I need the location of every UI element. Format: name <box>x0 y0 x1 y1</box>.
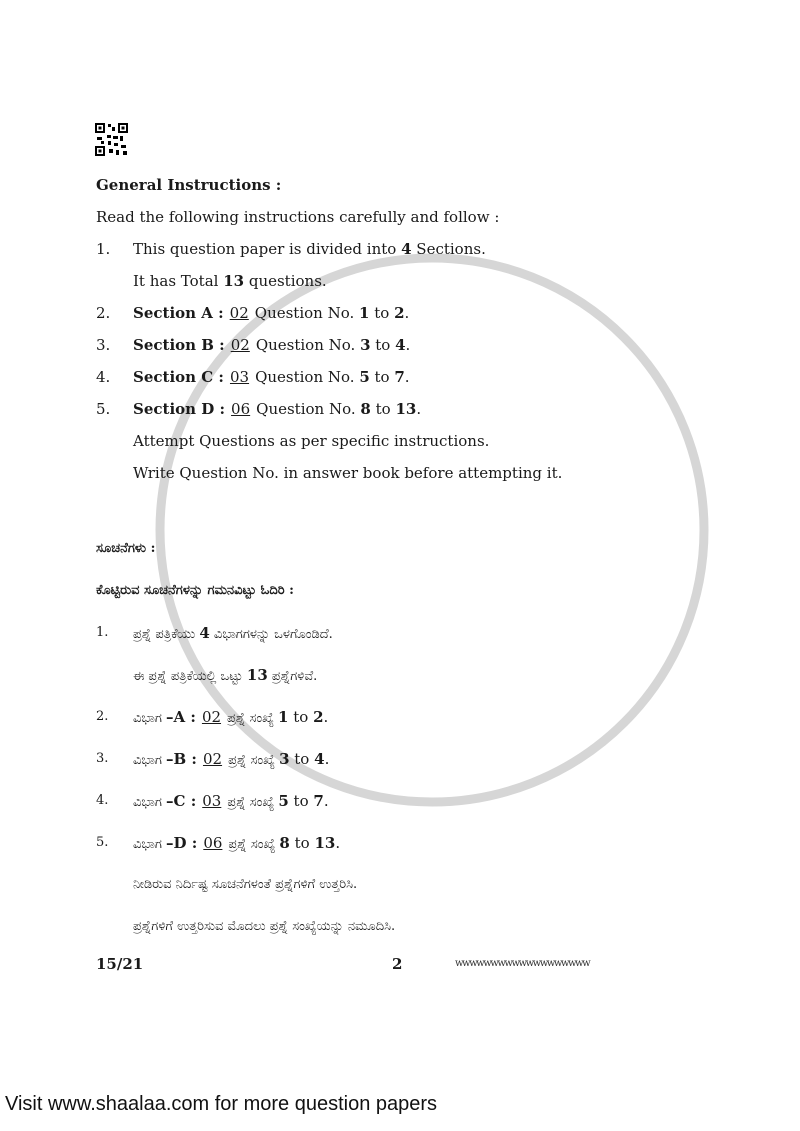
question-count: 03 <box>229 368 250 386</box>
instruction-number: 4. <box>96 793 109 808</box>
instruction-text <box>133 624 333 644</box>
text-segment: ನೀಡಿರುವ ನಿರ್ದಿಷ್ಟ ಸೂಚನೆಗಳಂತೆ ಪ್ರಶ್ನೆಗಳಿಗೆ ಉತ್ತರಿಸಿ. <box>133 877 358 892</box>
question-count: 06 <box>231 400 251 418</box>
instruction-number: 3. <box>96 751 109 766</box>
instruction-text <box>133 666 317 686</box>
text-segment: 5 <box>278 792 289 810</box>
text-segment: . <box>416 400 422 418</box>
text-segment: 2 <box>394 304 405 322</box>
text-segment: 2 <box>313 708 324 726</box>
text-segment: questions. <box>244 272 327 290</box>
question-count: 02 <box>229 304 249 322</box>
instruction-number: 5. <box>96 400 111 418</box>
text-segment: 4 <box>199 624 210 642</box>
text-segment: Attempt Questions as per specific instructions. <box>133 432 490 450</box>
instruction-text <box>133 464 562 482</box>
qr-code-icon <box>95 123 128 156</box>
instruction-text <box>133 400 421 418</box>
instruction-text <box>133 304 409 322</box>
text-segment: Question No. <box>256 400 361 418</box>
text-segment: 13 <box>246 666 268 684</box>
text-segment: ವಿಭಾಗ <box>133 795 167 810</box>
text-segment: ಪ್ರಶ್ನೆಗಳಿವೆ. <box>267 669 318 684</box>
text-segment: . <box>323 708 329 726</box>
instruction-text <box>133 876 357 894</box>
text-segment: ಪ್ರಶ್ನೆ ಸಂಖ್ಯೆ <box>228 753 280 768</box>
text-segment: ಪ್ರಶ್ನೆ ಸಂಖ್ಯೆ <box>227 795 279 810</box>
text-segment: Sections. <box>411 240 486 258</box>
text-segment: to <box>369 368 395 386</box>
text-segment: –C : <box>166 792 197 810</box>
text-segment: ಪ್ರಶ್ನೆ ಸಂಖ್ಯೆ <box>228 837 280 852</box>
question-count: 02 <box>201 708 222 726</box>
question-count: 03 <box>202 792 222 810</box>
text-segment: Question No. <box>255 336 361 354</box>
text-segment: . <box>404 304 410 322</box>
instruction-number: 5. <box>96 835 109 850</box>
text-segment: 13 <box>223 272 245 290</box>
wavy-line: wwwwwwwwwwwwwwwwwww <box>455 958 590 969</box>
text-segment: –A : <box>166 708 196 726</box>
text-segment: 13 <box>314 834 336 852</box>
text-segment: to <box>288 708 314 726</box>
instruction-text <box>133 368 410 386</box>
text-segment: ವಿಭಾಗ <box>133 711 167 726</box>
text-segment: Question No. <box>255 368 360 386</box>
text-segment: 1 <box>278 708 289 726</box>
text-segment: 4 <box>314 750 325 768</box>
text-segment: Question No. <box>254 304 360 322</box>
instruction-number: 2. <box>96 709 109 724</box>
text-segment: 1 <box>359 304 370 322</box>
instruction-text <box>133 708 328 728</box>
text-segment: –B : <box>166 750 197 768</box>
text-segment: to <box>369 304 395 322</box>
text-segment: to <box>289 750 315 768</box>
text-segment: ಈ ಪ್ರಶ್ನೆ ಪತ್ರಿಕೆಯಲ್ಲಿ ಒಟ್ಟು <box>133 669 247 684</box>
instruction-number: 2. <box>96 304 111 322</box>
question-count: 06 <box>203 834 223 852</box>
text-segment: –D : <box>166 834 198 852</box>
text-segment: 5 <box>359 368 370 386</box>
instruction-number: 4. <box>96 368 111 386</box>
instruction-text <box>133 432 489 450</box>
text-segment: 3 <box>279 750 290 768</box>
english-intro: Read the following instructions carefully and follow : <box>96 208 500 226</box>
text-segment: . <box>323 792 329 810</box>
instruction-number: 1. <box>96 625 109 640</box>
kannada-heading: ಸೂಚನೆಗಳು : <box>96 541 156 556</box>
instruction-text <box>133 240 486 258</box>
instruction-number: 3. <box>96 336 111 354</box>
page-number: 2 <box>392 955 403 973</box>
text-segment: . <box>335 834 341 852</box>
paper-code: 15/21 <box>96 955 144 973</box>
text-segment: ವಿಭಾಗ <box>133 837 167 852</box>
instruction-text <box>133 750 329 770</box>
text-segment: ಪ್ರಶ್ನೆಗಳಿಗೆ ಉತ್ತರಿಸುವ ಮೊದಲು ಪ್ರಶ್ನೆ ಸಂಖ್ಯೆಯನ್ನು ನಮೂದಿಸಿ. <box>133 919 396 934</box>
text-segment: ಪ್ರಶ್ನೆ ಪತ್ರಿಕೆಯು <box>133 627 200 642</box>
text-segment: ಪ್ರಶ್ನೆ ಸಂಖ್ಯೆ <box>227 711 279 726</box>
text-segment: . <box>405 336 411 354</box>
english-heading: General Instructions : <box>96 176 282 194</box>
text-segment: to <box>370 400 396 418</box>
instruction-text <box>133 918 395 936</box>
text-segment: 7 <box>313 792 324 810</box>
text-segment: 4 <box>395 336 406 354</box>
text-segment: 8 <box>279 834 290 852</box>
text-segment: 13 <box>395 400 417 418</box>
text-segment: 3 <box>360 336 371 354</box>
text-segment: to <box>370 336 396 354</box>
instruction-number: 1. <box>96 240 111 258</box>
text-segment: . <box>404 368 410 386</box>
text-segment: to <box>289 834 315 852</box>
text-segment: . <box>324 750 330 768</box>
text-segment: Section C : <box>133 368 224 386</box>
text-segment: 7 <box>394 368 405 386</box>
instruction-text <box>133 792 329 812</box>
text-segment: This question paper is divided into <box>133 240 402 258</box>
visit-shaalaa-footer: Visit www.shaalaa.com for more question papers <box>5 1093 438 1115</box>
instruction-text <box>133 834 340 854</box>
text-segment: Write Question No. in answer book before attempting it. <box>133 464 563 482</box>
text-segment: ವಿಭಾಗ <box>133 753 167 768</box>
text-segment: 4 <box>401 240 412 258</box>
text-segment: Section B : <box>133 336 225 354</box>
instruction-text <box>133 272 327 290</box>
text-segment: to <box>288 792 314 810</box>
question-count: 02 <box>202 750 223 768</box>
instruction-text <box>133 336 410 354</box>
kannada-intro: ಕೊಟ್ಟಿರುವ ಸೂಚನೆಗಳನ್ನು ಗಮನವಿಟ್ಟು ಓದಿರಿ : <box>96 583 294 598</box>
text-segment: ವಿಭಾಗಗಳನ್ನು ಒಳಗೊಂಡಿದೆ. <box>209 627 333 642</box>
text-segment: It has Total <box>133 272 224 290</box>
text-segment: Section D : <box>133 400 226 418</box>
text-segment: 8 <box>360 400 371 418</box>
text-segment: Section A : <box>133 304 224 322</box>
question-count: 02 <box>230 336 250 354</box>
